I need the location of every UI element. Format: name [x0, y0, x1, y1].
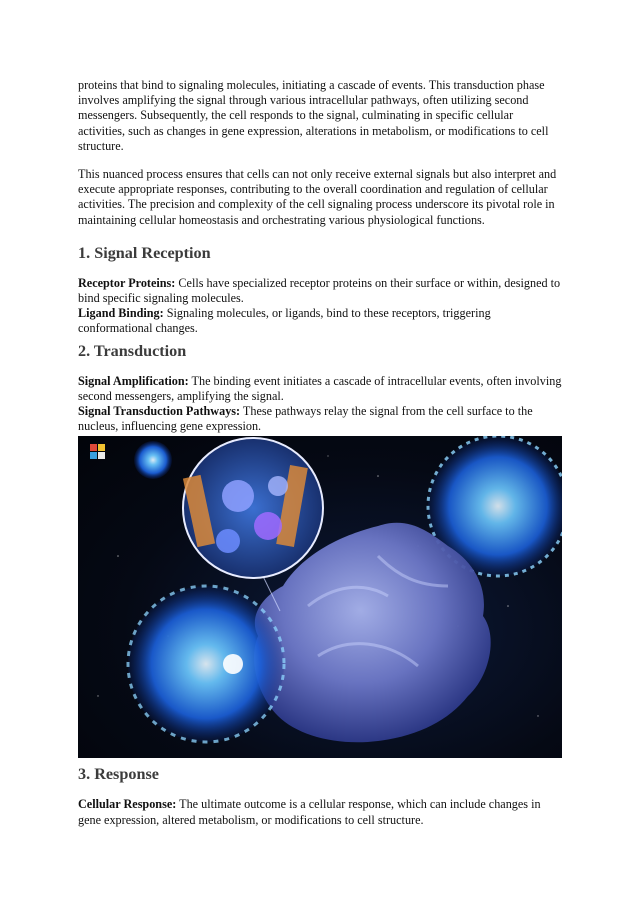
cell-signaling-illustration: [78, 436, 562, 758]
term-text: Cells have specialized receptor proteins on their surface or within, designed to bind specific signaling molecules.: [78, 275, 561, 306]
reception-item-receptor-proteins: [78, 276, 562, 306]
response-item-cellular-response: [78, 797, 562, 827]
term-text: The ultimate outcome is a cellular response, which can include changes in gene expression, altered metabolism, or modifications to cell structure.: [78, 797, 541, 827]
transduction-item-pathways: [78, 404, 562, 434]
section-heading-transduction: 2. Transduction: [78, 341, 187, 360]
term-text: Signaling molecules, or ligands, bind to these receptors, triggering conformational changes.: [78, 306, 491, 336]
intro-paragraph-1: proteins that bind to signaling molecules, initiating a cascade of events. This transduction phase involves amplifying the signal through various intracellular pathways, often utilizing second messengers. Subsequently, the cell responds to the signal, culminating in specific cellular activities, such as changes in gene expression, alterations in metabolism, or modifications to cell structure.: [78, 78, 549, 153]
term-label: Signal Amplification:: [78, 373, 189, 388]
document-page: [78, 78, 562, 828]
illustration-art: [78, 436, 562, 758]
term-label: Signal Transduction Pathways:: [78, 404, 241, 419]
intro-paragraph-2: This nuanced process ensures that cells can not only receive external signals but also interpret and execute appropriate responses, contributing to the overall coordination and regulation of cellular activities. The precision and complexity of the cell signaling process underscore its pivotal role in maintaining cellular homeostasis and orchestrating various physiological functions.: [78, 167, 557, 227]
reception-item-ligand-binding: [78, 306, 562, 336]
immune-cell-left: [128, 586, 284, 742]
term-text: The binding event initiates a cascade of intracellular events, often involving second messengers, amplifying the signal.: [78, 373, 562, 403]
term-text: These pathways relay the signal from the cell surface to the nucleus, influencing gene expression.: [78, 404, 533, 434]
small-cell: [134, 441, 172, 479]
section-heading-reception: 1. Signal Reception: [78, 243, 211, 262]
receptor-zoom-inset: [183, 438, 323, 578]
logo-icon: [90, 444, 105, 459]
section-heading-response: 3. Response: [78, 765, 159, 784]
term-label: Cellular Response:: [78, 797, 177, 812]
transduction-item-amplification: [78, 374, 562, 404]
term-label: Ligand Binding:: [78, 306, 164, 321]
term-label: Receptor Proteins:: [78, 275, 176, 290]
